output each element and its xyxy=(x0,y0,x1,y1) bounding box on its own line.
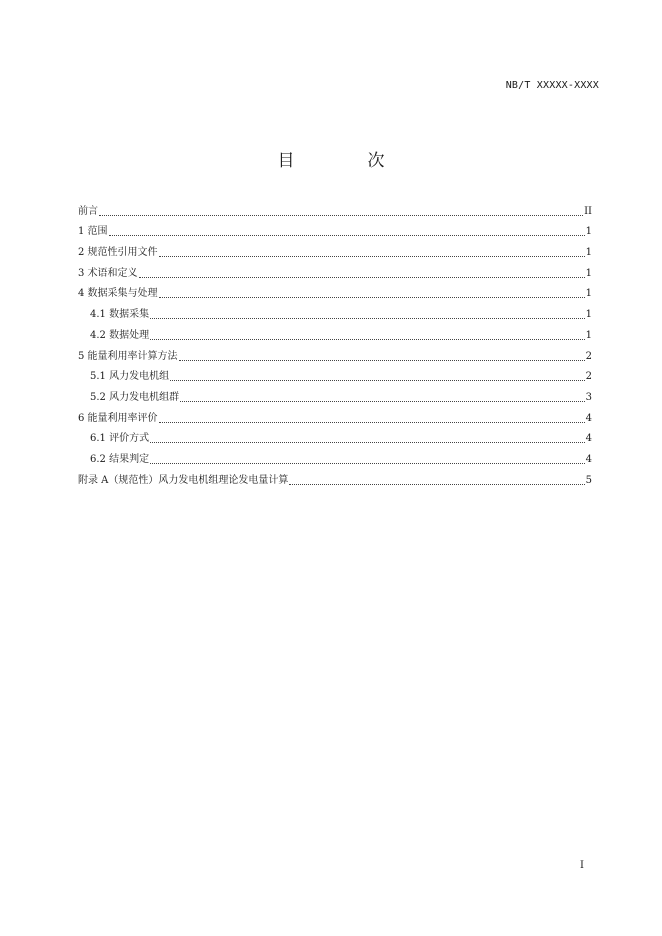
toc-entry-label: 6.1 评价方式 xyxy=(90,433,150,445)
document-code: NB/T XXXXX-XXXX xyxy=(505,80,599,91)
toc-leader-dots xyxy=(179,360,585,361)
toc-entry-page: 1 xyxy=(585,329,592,341)
toc-entry[interactable] xyxy=(78,281,592,302)
toc-entry-page: 4 xyxy=(585,412,592,424)
toc-entry-label: 6.2 结果判定 xyxy=(90,453,150,465)
toc-entry-page: 1 xyxy=(585,267,592,279)
toc-entry[interactable] xyxy=(78,219,592,240)
toc-leader-dots xyxy=(159,256,585,257)
toc-leader-dots xyxy=(159,422,585,423)
toc-entry-label: 6 能量利用率评价 xyxy=(78,412,158,424)
toc-entry[interactable] xyxy=(78,405,592,426)
toc-entry-label: 4.1 数据采集 xyxy=(90,309,150,321)
toc-entry-label: 4.2 数据处理 xyxy=(90,329,150,341)
toc-entry-label: 2 规范性引用文件 xyxy=(78,247,158,259)
toc-entry[interactable] xyxy=(78,384,592,405)
toc-entry-page: 4 xyxy=(585,453,592,465)
toc-entry-label: 附录 A（规范性）风力发电机组理论发电量计算 xyxy=(78,474,289,486)
toc-leader-dots xyxy=(99,215,583,216)
toc-entry-label: 4 数据采集与处理 xyxy=(78,288,158,300)
toc-entry[interactable] xyxy=(78,364,592,385)
toc-entry-page: 1 xyxy=(585,288,592,300)
table-of-contents xyxy=(78,198,592,488)
toc-entry-page: 4 xyxy=(585,433,592,445)
toc-entry-label: 前言 xyxy=(78,205,98,217)
page-number: I xyxy=(580,860,584,871)
toc-leader-dots xyxy=(289,484,584,485)
toc-leader-dots xyxy=(170,380,585,381)
toc-entry-page: 5 xyxy=(585,474,592,486)
toc-entry[interactable] xyxy=(78,467,592,488)
toc-entry[interactable] xyxy=(78,446,592,467)
toc-entry-label: 1 范围 xyxy=(78,226,108,238)
toc-leader-dots xyxy=(180,401,585,402)
toc-entry[interactable] xyxy=(78,239,592,260)
toc-entry-label: 5 能量利用率计算方法 xyxy=(78,350,178,362)
toc-entry-page: 3 xyxy=(585,391,592,403)
toc-entry-page: 1 xyxy=(585,226,592,238)
toc-leader-dots xyxy=(150,442,585,443)
toc-entry-label: 5.2 风力发电机组群 xyxy=(90,391,180,403)
toc-entry-page: 1 xyxy=(585,309,592,321)
toc-entry[interactable] xyxy=(78,322,592,343)
toc-leader-dots xyxy=(150,339,585,340)
toc-entry[interactable] xyxy=(78,198,592,219)
toc-entry-page: II xyxy=(584,205,592,217)
toc-entry-label: 5.1 风力发电机组 xyxy=(90,371,170,383)
toc-leader-dots xyxy=(150,318,585,319)
toc-leader-dots xyxy=(109,235,585,236)
toc-entry[interactable] xyxy=(78,426,592,447)
toc-entry-page: 1 xyxy=(585,247,592,259)
toc-entry[interactable] xyxy=(78,343,592,364)
page-title: 目 次 xyxy=(277,151,413,171)
toc-leader-dots xyxy=(150,463,585,464)
toc-entry-label: 3 术语和定义 xyxy=(78,267,138,279)
toc-entry-page: 2 xyxy=(585,371,592,383)
toc-leader-dots xyxy=(159,297,585,298)
toc-entry[interactable] xyxy=(78,260,592,281)
toc-leader-dots xyxy=(139,277,585,278)
toc-entry-page: 2 xyxy=(585,350,592,362)
toc-entry[interactable] xyxy=(78,301,592,322)
